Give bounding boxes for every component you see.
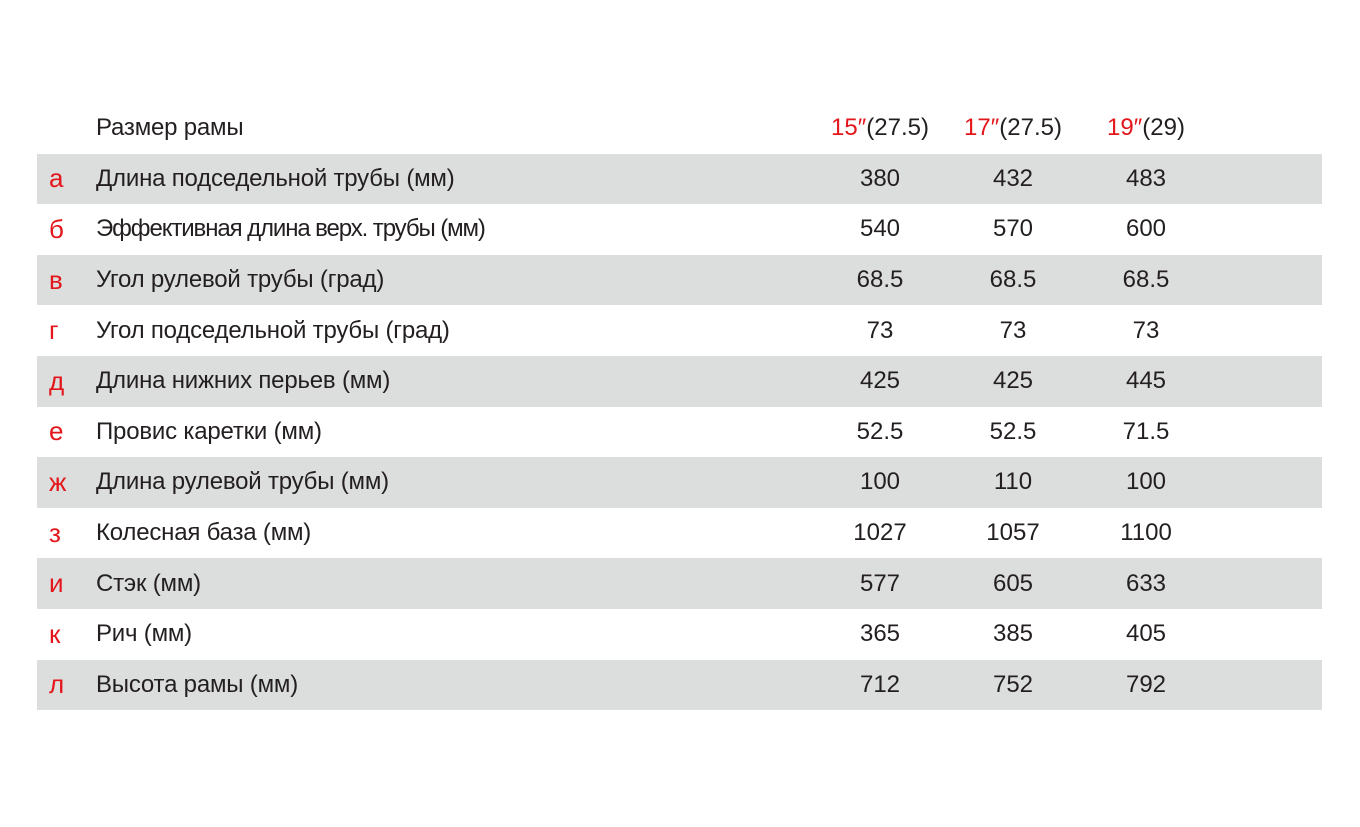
row-label: Длина подседельной трубы (мм)	[96, 164, 455, 192]
row-label: Высота рамы (мм)	[96, 670, 298, 698]
geometry-table	[37, 103, 1322, 710]
cell-value: 712	[859, 670, 901, 698]
cell-value: 600	[1125, 215, 1167, 243]
header-col-2	[948, 103, 1078, 154]
cell-value: 425	[859, 367, 901, 395]
cell-value: 445	[1125, 367, 1167, 395]
cell-value: 71.5	[1122, 417, 1170, 445]
table-row	[37, 305, 1322, 356]
cell-value: 73	[1132, 316, 1160, 344]
row-letter: и	[49, 568, 64, 599]
table-row	[37, 356, 1322, 407]
row-letter: в	[49, 264, 63, 295]
cell-value: 73	[866, 316, 894, 344]
row-letter: д	[49, 365, 65, 396]
table-row	[37, 407, 1322, 458]
table-row	[37, 204, 1322, 255]
cell-value: 68.5	[1122, 266, 1170, 294]
row-letter: a	[49, 163, 64, 194]
cell-value: 1100	[1120, 519, 1172, 547]
row-label: Длина рулевой трубы (мм)	[96, 468, 389, 496]
row-letter: з	[49, 517, 61, 548]
header-wheel: (29)	[1142, 114, 1185, 142]
row-letter: ж	[49, 466, 67, 497]
header-size: 17″	[964, 114, 1000, 142]
row-label: Эффективная длина верх. трубы (мм)	[96, 215, 485, 243]
cell-value: 577	[859, 569, 901, 597]
header-col-3	[1081, 103, 1211, 154]
row-letter: к	[49, 618, 61, 649]
header-col-1	[815, 103, 945, 154]
row-label: Длина нижних перьев (мм)	[96, 367, 391, 395]
table-row	[37, 255, 1322, 306]
cell-value: 540	[859, 215, 901, 243]
table-row	[37, 609, 1322, 660]
cell-value: 405	[1125, 620, 1167, 648]
row-label: Колесная база (мм)	[96, 519, 312, 547]
cell-value: 432	[992, 164, 1034, 192]
table-row	[37, 457, 1322, 508]
cell-value: 752	[992, 670, 1034, 698]
row-letter: б	[49, 213, 64, 244]
table-row	[37, 558, 1322, 609]
row-letter: г	[49, 315, 59, 346]
cell-value: 792	[1125, 670, 1167, 698]
header-label: Размер рамы	[96, 114, 244, 142]
row-label: Угол рулевой трубы (град)	[96, 266, 385, 294]
cell-value: 425	[992, 367, 1034, 395]
cell-value: 380	[859, 164, 901, 192]
header-size: 19″	[1107, 114, 1143, 142]
table-row	[37, 508, 1322, 559]
cell-value: 100	[859, 468, 901, 496]
cell-value: 100	[1125, 468, 1167, 496]
table-row	[37, 154, 1322, 205]
cell-value: 52.5	[856, 417, 904, 445]
cell-value: 385	[992, 620, 1034, 648]
cell-value: 633	[1125, 569, 1167, 597]
cell-value: 1057	[986, 519, 1040, 547]
header-size: 15″	[831, 114, 867, 142]
row-label: Провис каретки (мм)	[96, 417, 322, 445]
cell-value: 570	[992, 215, 1034, 243]
header-wheel: (27.5)	[866, 114, 929, 142]
cell-value: 73	[999, 316, 1027, 344]
cell-value: 52.5	[989, 417, 1037, 445]
header-wheel: (27.5)	[999, 114, 1062, 142]
cell-value: 605	[992, 569, 1034, 597]
cell-value: 68.5	[856, 266, 904, 294]
row-label: Рич (мм)	[96, 620, 192, 648]
row-label: Стэк (мм)	[96, 569, 201, 597]
cell-value: 1027	[853, 519, 907, 547]
row-label: Угол подседельной трубы (град)	[96, 316, 450, 344]
cell-value: 365	[859, 620, 901, 648]
cell-value: 110	[993, 468, 1033, 496]
table-header-row	[37, 103, 1322, 154]
cell-value: 68.5	[989, 266, 1037, 294]
row-letter: л	[49, 669, 65, 700]
row-letter: е	[49, 416, 64, 447]
cell-value: 483	[1125, 164, 1167, 192]
table-row	[37, 660, 1322, 711]
